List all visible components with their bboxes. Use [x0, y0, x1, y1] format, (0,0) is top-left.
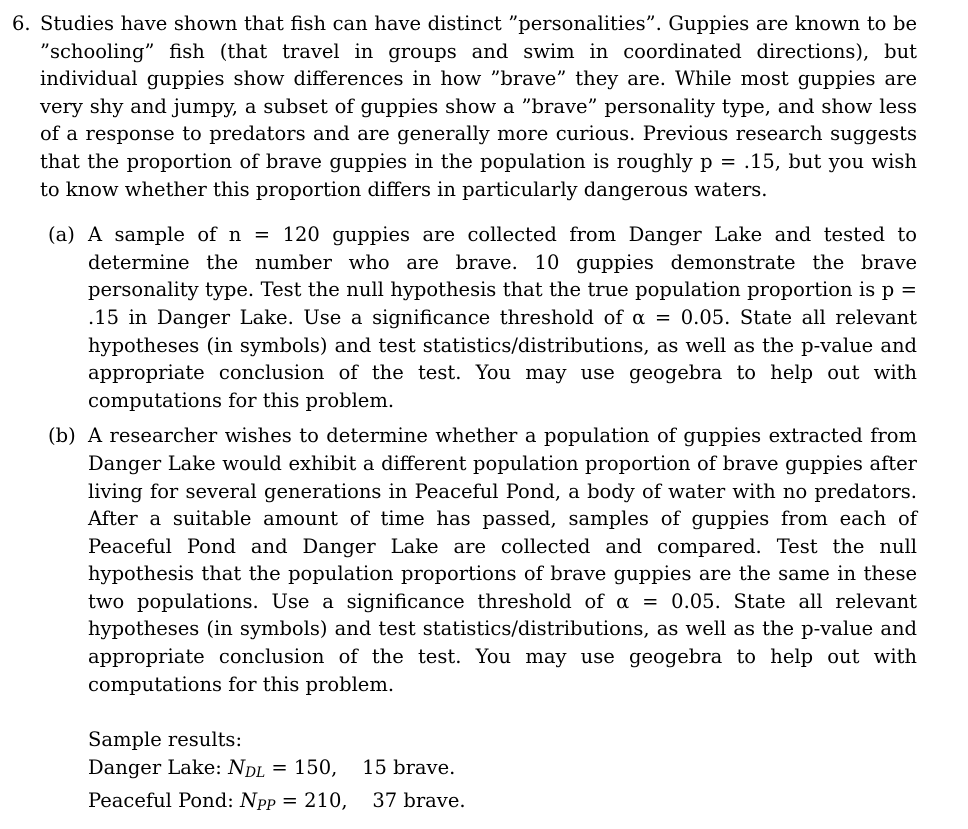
part-b-text: [88, 422, 917, 821]
problem-parts: [0, 221, 968, 821]
sample-results-heading: Sample results:: [88, 728, 243, 752]
problem-6: [0, 10, 968, 829]
danger-lake-sub: DL: [245, 764, 266, 781]
peaceful-pond-var: N: [239, 789, 258, 813]
danger-lake-brave: 15 brave.: [362, 755, 456, 779]
peaceful-pond-value: = 210,: [281, 789, 348, 813]
peaceful-pond-brave: 37 brave.: [372, 789, 466, 813]
danger-lake-value: = 150,: [271, 755, 338, 779]
problem-header: [12, 10, 917, 203]
part-a: [48, 221, 917, 414]
sample-danger-lake: [88, 754, 917, 788]
part-b-body: A researcher wishes to determine whether a population of guppies extracted from Danger Lake would exhibit a different population proportion of brave guppies after living for several generations in Peaceful Pond, a body of water with no predators. After a suitable amount of time has passed, samples of guppies from each of Peaceful Pond and Danger Lake are collected and compared. Test the null hypothesis that the population proportions of brave guppies are the same in these two populations. Use a significance threshold of α = 0.05. State all relevant hypotheses (in symbols) and test statistics/distributions, as well as the p-value and appropriate conclusion of the test. You may use geogebra to help out with computations for this problem.: [88, 424, 917, 696]
problem-number: 6.: [12, 12, 31, 35]
sample-results: [88, 726, 917, 821]
peaceful-pond-label: Peaceful Pond:: [88, 789, 234, 813]
part-b-label: (b): [48, 424, 76, 448]
part-b: [48, 422, 917, 821]
part-a-text: [88, 221, 917, 414]
sample-peaceful-pond: [88, 787, 917, 821]
problem-intro: Studies have shown that fish can have distinct ”personalities”. Guppies are known to be ”schooling” fish (that travel in groups and swim in coordinated directions), but individual guppies show differences in how ”brave” they are. While most guppies are very shy and jumpy, a subset of guppies show a ”brave” personality type, and show less of a response to predators and are generally more curious. Previous research suggests that the proportion of brave guppies in the population is roughly p = .15, but you wish to know whether this proportion differs in particularly dangerous waters.: [40, 12, 917, 201]
danger-lake-var: N: [228, 755, 246, 779]
danger-lake-label: Danger Lake:: [88, 755, 222, 779]
peaceful-pond-sub: PP: [257, 798, 276, 815]
part-a-label: (a): [48, 223, 75, 247]
part-a-body: A sample of n = 120 guppies are collected from Danger Lake and tested to determine the number who are brave. 10 guppies demonstrate the brave personality type. Test the null hypothesis that the true population proportion is p = .15 in Danger Lake. Use a significance threshold of α = 0.05. State all relevant hypotheses (in symbols) and test statistics/distributions, as well as the p-value and appropriate conclusion of the test. You may use geogebra to help out with computations for this problem.: [88, 223, 917, 412]
